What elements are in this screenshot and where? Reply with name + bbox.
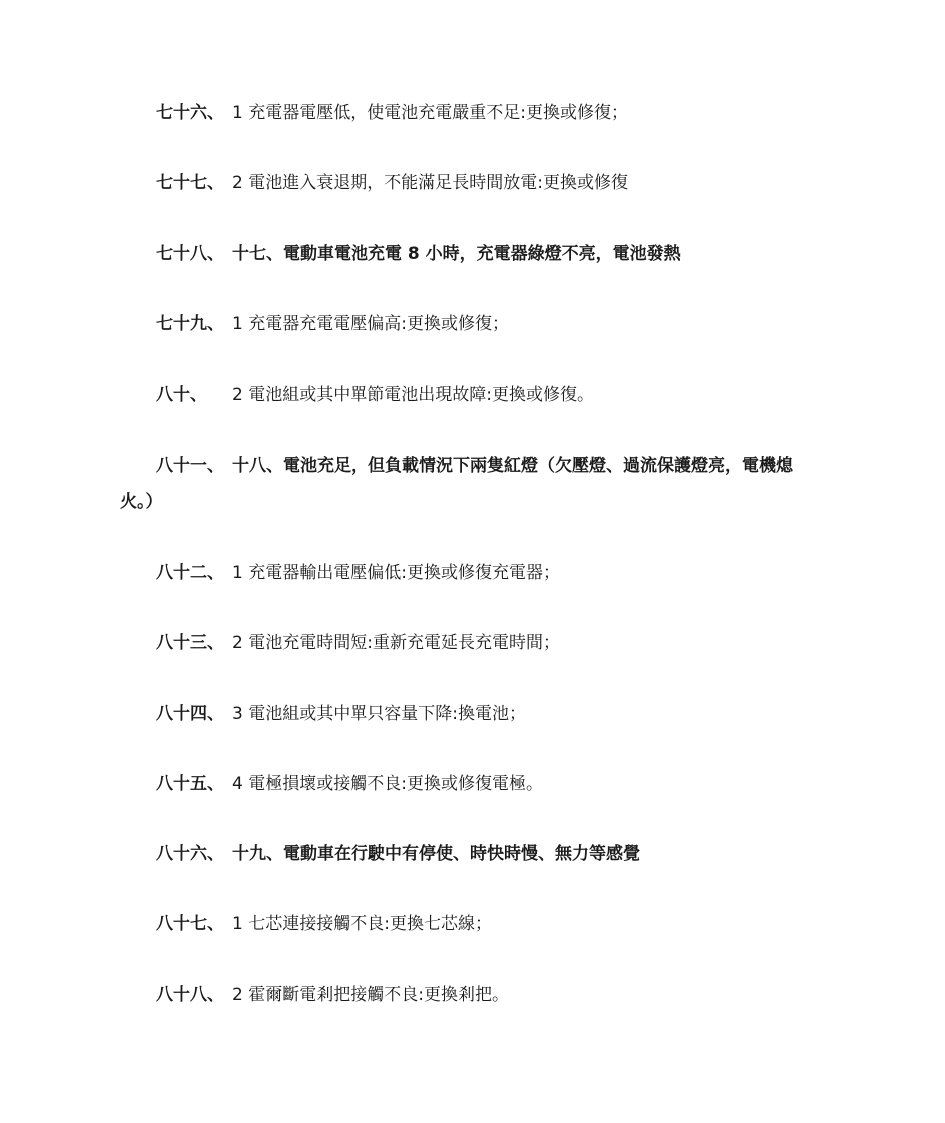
item-text: 1 充電器輸出電壓偏低:更換或修復充電器；: [232, 563, 560, 583]
item-number: 七十八、: [156, 244, 224, 264]
list-item: [156, 632, 560, 654]
item-heading-text: 十八、電池充足，但負載情況下兩隻紅燈（欠壓燈、過流保護燈亮，電機熄: [232, 456, 793, 476]
item-number: 八十三、: [156, 633, 224, 653]
item-text: 2 電池組或其中單節電池出現故障:更換或修復。: [232, 385, 594, 405]
item-text: 4 電極損壞或接觸不良:更換或修復電極。: [232, 774, 543, 794]
list-item: [156, 984, 509, 1006]
item-number: 八十四、: [156, 704, 224, 724]
list-item: [156, 562, 560, 584]
item-text: 1 充電器電壓低，使電池充電嚴重不足:更換或修復；: [232, 103, 628, 123]
item-text: 1 充電器充電電壓偏高:更換或修復；: [232, 314, 509, 334]
list-item: [156, 102, 628, 124]
list-item: [156, 773, 543, 795]
list-item-heading: [156, 843, 640, 865]
item-number: 八十八、: [156, 985, 224, 1005]
item-text: 2 電池進入衰退期，不能滿足長時間放電:更換或修復: [232, 173, 628, 193]
list-item: [156, 913, 492, 935]
item-number: 八十七、: [156, 914, 224, 934]
item-number: 八十六、: [156, 844, 224, 864]
list-item: [156, 313, 509, 335]
item-number: 八十一、: [156, 456, 224, 476]
item-number: 八十五、: [156, 774, 224, 794]
item-heading-text: 十九、電動車在行駛中有停使、時快時慢、無力等感覺: [232, 844, 640, 864]
list-item: [156, 172, 628, 194]
item-number: 八十二、: [156, 563, 224, 583]
item-heading-text: 十七、電動車電池充電 8 小時，充電器綠燈不亮，電池發熱: [232, 244, 681, 264]
item-number: 八十、: [156, 385, 207, 405]
item-heading-continuation: 火。）: [120, 492, 163, 512]
list-item-heading: [156, 455, 793, 477]
item-text: 3 電池組或其中單只容量下降:換電池；: [232, 704, 526, 724]
item-number: 七十六、: [156, 103, 224, 123]
item-number: 七十七、: [156, 173, 224, 193]
item-number: 七十九、: [156, 314, 224, 334]
list-item: [156, 703, 526, 725]
item-text: 1 七芯連接接觸不良:更換七芯線；: [232, 914, 492, 934]
list-item: [156, 384, 594, 406]
item-text: 2 電池充電時間短:重新充電延長充電時間；: [232, 633, 560, 653]
list-item-heading: [156, 243, 681, 265]
item-text: 2 霍爾斷電剎把接觸不良:更換剎把。: [232, 985, 509, 1005]
